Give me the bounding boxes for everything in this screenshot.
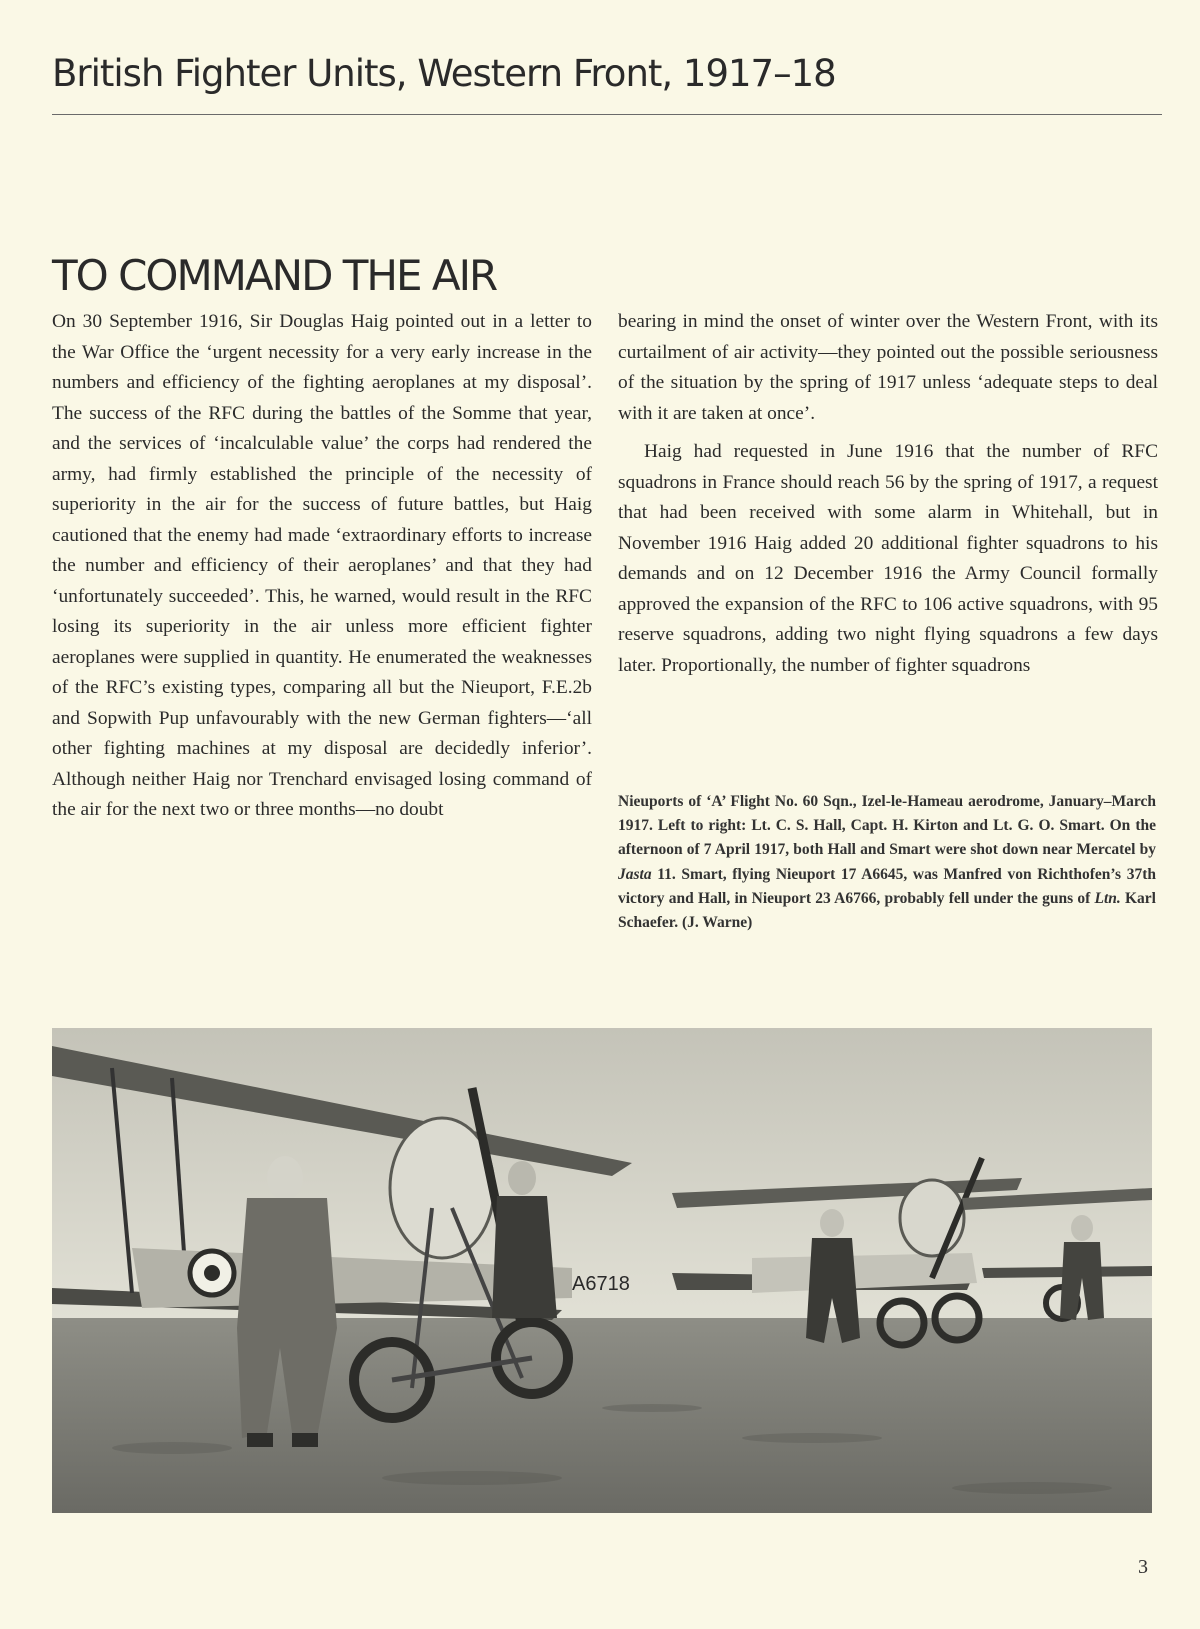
caption-text: Nieuports of ‘A’ Flight No. 60 Sqn., Izel-le-Hameau aerodrome, January–March 1917. Left to right: Lt. C. S. Hall, Capt. H. Kirton and Lt. G. O. Smart. On the afternoon of 7 April 1917, both Hall and Smart were shot down near Mercatel by (618, 793, 1156, 859)
caption-italic: Ltn. (1094, 889, 1121, 907)
photo-caption (618, 790, 1156, 935)
caption-text: Karl Schaefer. (J. Warne) (618, 889, 1156, 932)
chapter-title: TO COMMAND THE AIR (52, 251, 497, 300)
body-column-left (52, 307, 592, 826)
page-number: 3 (1138, 1556, 1148, 1578)
photo-illustration (52, 1028, 1152, 1513)
page-header (52, 50, 1162, 115)
body-paragraph: Haig had requested in June 1916 that the number of RFC squadrons in France should reach 56 by the spring of 1917, a request that had been received with some alarm in Whitehall, but in November 1916 Haig added 20 additional fighter squadrons to his demands and on 12 December 1916 the Army Council formally approved the expansion of the RFC to 106 active squadrons, with 95 reserve squadrons, adding two night flying squadrons a few days later. Proportionally, the number of fighter squadrons (618, 441, 1158, 676)
body-paragraph: bearing in mind the onset of winter over the Western Front, with its curtailment of air activity—they pointed out the possible seriousness of the situation by the spring of 1917 unless ‘adequate steps to deal with it are taken at once’. (618, 311, 1158, 424)
aerodrome-photo (52, 1028, 1152, 1513)
caption-text: 11. Smart, flying Nieuport 17 A6645, was Manfred von Richthofen’s 37th victory and Hall, in Nieuport 23 A6766, probably fell under the guns of (618, 865, 1156, 907)
serial-marking: A6718 (572, 1273, 630, 1295)
caption-italic: Jasta (618, 865, 652, 883)
series-title: British Fighter Units, Western Front, 1917–18 (52, 52, 836, 95)
body-paragraph: On 30 September 1916, Sir Douglas Haig pointed out in a letter to the War Office the ‘urgent necessity for a very early increase in the numbers and efficiency of the fighting aeroplanes at my disposal’. The success of the RFC during the battles of the Somme that year, and the services of ‘incalculable value’ the corps had rendered the army, had firmly established the principle of the necessity of superiority in the air for the success of future battles, but Haig cautioned that the enemy had made ‘extraordinary efforts to increase the number and efficiency of their aeroplanes’ and that they had ‘unfortunately succeeded’. This, he warned, would result in the RFC losing its superiority in the air unless more efficient fighter aeroplanes were supplied in quantity. He enumerated the weaknesses of the RFC’s existing types, comparing all but the Nieuport, F.E.2b and Sopwith Pup unfavourably with the new German fighters—‘all other fighting machines at my disposal are decidedly inferior’. Although neither Haig nor Trenchard envisaged losing command of the air for the next two or three months—no doubt (52, 311, 592, 820)
body-column-right (618, 307, 1158, 681)
header-rule (52, 114, 1162, 115)
